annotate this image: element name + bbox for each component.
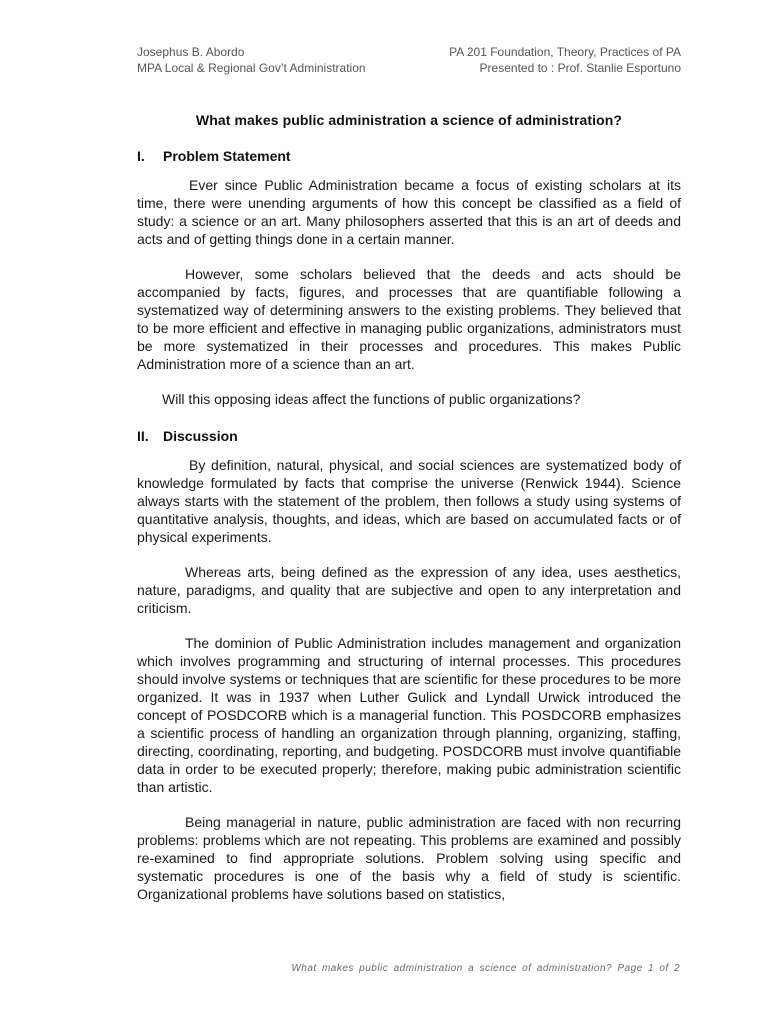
paragraph: The dominion of Public Administration includes management and organization which involves programming and structuring of internal processes. This procedures should involve systems or techniques that are scientific for these procedures to be more organized. It was in 1937 when Luther Gulick and Lyndall Urwick introduced the concept of POSDCORB which is a managerial function. This POSDCORB emphasizes a scientific process of handling an organization through planning, organizing, staffing, directing, coordinating, reporting, and budgeting. POSDCORB must involve quantifiable data in order to be executed properly; therefore, making pubic administration scientific than artistic. <box>137 635 681 795</box>
header-presented-to: Presented to : Prof. Stanlie Esportuno <box>479 61 681 75</box>
section-number: II. <box>137 428 149 444</box>
section-number: I. <box>137 148 145 164</box>
section-heading-discussion <box>137 428 681 444</box>
header-left <box>137 44 366 76</box>
header-author: Josephus B. Abordo <box>137 45 245 59</box>
header-course: PA 201 Foundation, Theory, Practices of PA <box>449 45 681 59</box>
paragraph: By definition, natural, physical, and social sciences are systematized body of knowledge formulated by facts that comprise the universe (Renwick 1944). Science always starts with the statement of the problem, then follows a study using systems of quantitative analysis, thoughts, and ideas, which are based on accumulated facts or of physical experiments. <box>137 457 681 545</box>
paragraph: Whereas arts, being defined as the expression of any idea, uses aesthetics, nature, paradigms, and quality that are subjective and open to any interpretation and criticism. <box>137 564 681 616</box>
page-footer: What makes public administration a science of administration? Page 1 of 2 <box>291 963 680 974</box>
paragraph: Being managerial in nature, public administration are faced with non recurring problems: problems which are not repeating. This problems are examined and possibly re-examined to find appropriate solutions. Problem solving using specific and systematic procedures is one of the basis why a field of study is scientific. Organizational problems have solutions based on statistics, <box>137 814 681 902</box>
header-program: MPA Local & Regional Gov’t Administration <box>137 61 366 75</box>
section-heading-problem-statement <box>137 148 681 164</box>
section-title: Problem Statement <box>163 148 291 164</box>
header-right <box>449 44 681 76</box>
section-title: Discussion <box>163 428 238 444</box>
paragraph-question: Will this opposing ideas affect the functions of public organizations? <box>162 391 581 407</box>
document-title: What makes public administration a science of administration? <box>195 112 623 128</box>
paragraph: Ever since Public Administration became a focus of existing scholars at its time, there were unending arguments of how this concept be classified as a field of study: a science or an art. Many philosophers asserted that this is an art of deeds and acts and of getting things done in a certain manner. <box>137 177 681 247</box>
paragraph: However, some scholars believed that the deeds and acts should be accompanied by facts, figures, and processes that are quantifiable following a systematized way of determining answers to the existing problems. They believed that to be more efficient and effective in managing public organizations, administrators must be more systematized in their processes and procedures. This makes Public Administration more of a science than an art. <box>137 266 681 372</box>
page-header <box>137 44 681 76</box>
document-page <box>137 44 681 903</box>
